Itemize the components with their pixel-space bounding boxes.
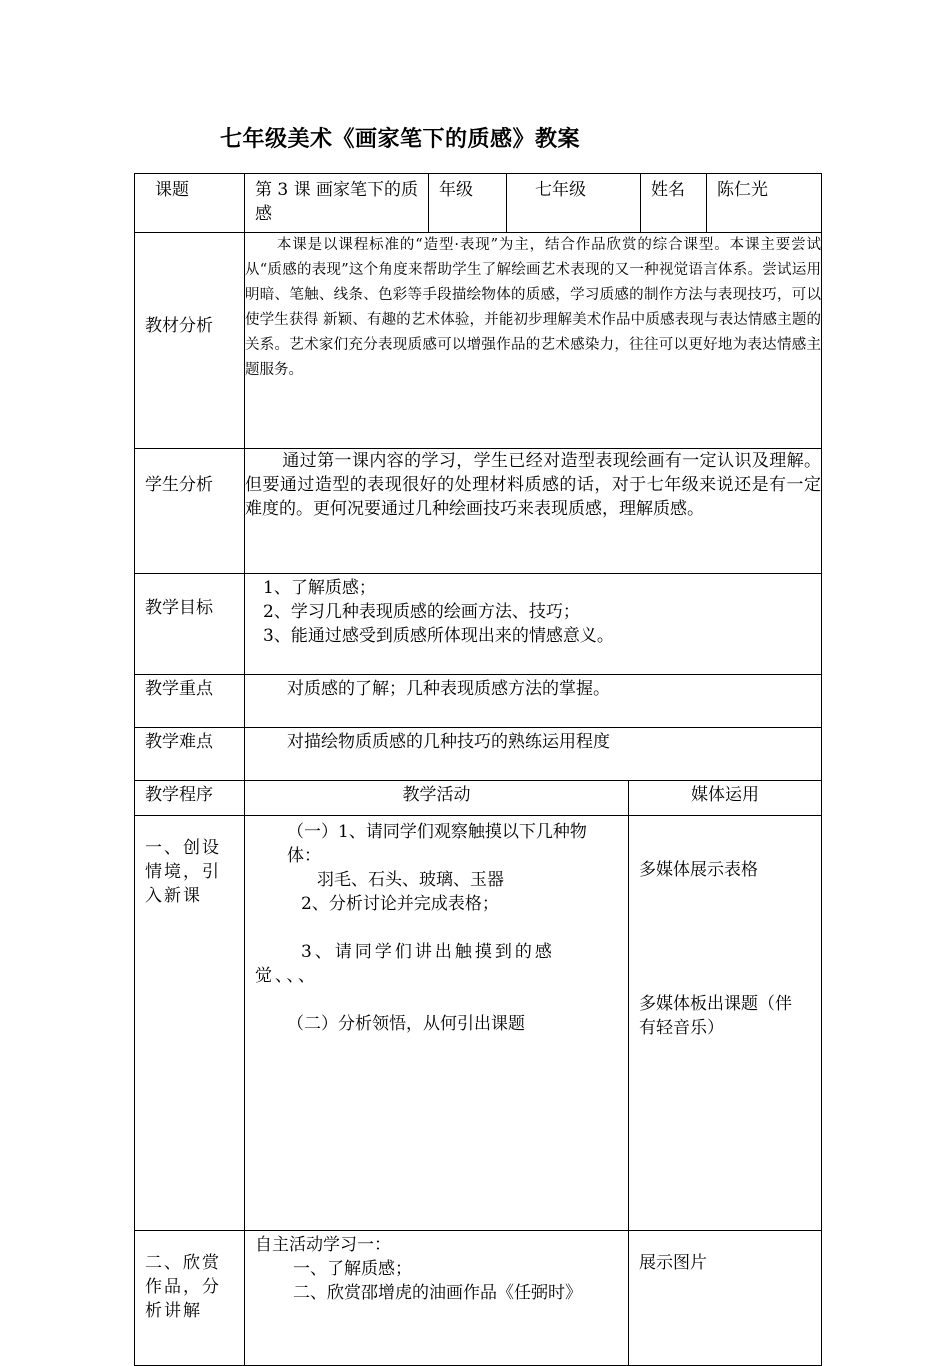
procedure-col3-cell: [629, 781, 822, 816]
student-text-cell: [245, 449, 822, 574]
step2-label: 二、欣赏作品，分析讲解: [145, 1253, 221, 1321]
grade-label: 年级: [439, 180, 473, 200]
step1-activity-cell: [245, 816, 629, 1231]
step2-row: [135, 1231, 822, 1366]
procedure-col2-cell: [245, 781, 629, 816]
step1-line2: 羽毛、石头、玻璃、玉器: [317, 870, 504, 890]
step2-media-cell: [629, 1231, 822, 1366]
step2-media1: 展示图片: [639, 1253, 707, 1273]
step1-media1: 多媒体展示表格: [639, 860, 758, 880]
difficulty-row: [135, 728, 822, 781]
name-value-cell: [707, 174, 822, 233]
procedure-col1: 教学程序: [145, 785, 213, 805]
material-text: 本课是以课程标准的“造型·表现”为主，结合作品欣赏的综合课型。本课主要尝试从“质感的表现”这个角度来帮助学生了解绘画艺术表现的又一种视觉语言体系。尝试运用明暗、笔触、线条、色彩等手段描绘物体的质感，学习质感的制作方法与表现技巧，可以使学生获得 新颖、有趣的艺术体验，并能初步理解美术作品中质感表现与表达情感主题的关系。艺术家们充分表现质感可以增强作品的艺术感染力，往往可以更好地为表达情感主题服务。: [245, 237, 821, 378]
difficulty-text-cell: [245, 728, 822, 781]
step1-label-cell: [135, 816, 245, 1231]
material-row: [135, 233, 822, 449]
grade-value: 七年级: [535, 180, 586, 200]
difficulty-label-cell: [135, 728, 245, 781]
goals-label: 教学目标: [145, 598, 213, 618]
material-label: 教材分析: [145, 315, 213, 336]
step1-line3: 2、分析讨论并完成表格；: [301, 894, 499, 914]
topic-label: 课题: [155, 180, 189, 200]
step1-line4: 3、请同学们讲出触摸到的感觉、、、: [255, 942, 555, 986]
goal-item-1: 1、了解质感；: [263, 578, 376, 598]
lesson-plan-table: [134, 173, 822, 1366]
difficulty-label: 教学难点: [145, 732, 213, 752]
step1-row: [135, 816, 822, 1231]
step2-line2: 一、了解质感；: [293, 1259, 412, 1279]
grade-label-cell: [429, 174, 507, 233]
procedure-col2: 教学活动: [402, 785, 471, 805]
step2-label-cell: [135, 1231, 245, 1366]
step2-line3: 二、欣赏邵增虎的油画作品《任弼时》: [293, 1283, 582, 1303]
focus-row: [135, 675, 822, 728]
name-label-cell: [641, 174, 707, 233]
student-label: 学生分析: [145, 475, 213, 495]
student-label-cell: [135, 449, 245, 574]
step2-line1: 自主活动学习一：: [255, 1235, 391, 1255]
procedure-col3: 媒体运用: [691, 785, 759, 805]
step1-line1: （一）1、请同学们观察触摸以下几种物体：: [287, 822, 587, 866]
focus-text: 对质感的了解；几种表现质感方法的掌握。: [287, 679, 610, 699]
header-row: [135, 174, 822, 233]
topic-value: 第 3 课 画家笔下的质感: [255, 180, 419, 224]
name-value: 陈仁光: [717, 180, 768, 200]
topic-value-cell: [245, 174, 429, 233]
goal-item-2: 2、学习几种表现质感的绘画方法、技巧；: [263, 602, 580, 622]
step1-line5: （二）分析领悟，从何引出课题: [287, 1014, 525, 1034]
focus-text-cell: [245, 675, 822, 728]
goals-label-cell: [135, 574, 245, 675]
goals-row: [135, 574, 822, 675]
focus-label: 教学重点: [145, 679, 213, 699]
grade-value-cell: [507, 174, 641, 233]
focus-label-cell: [135, 675, 245, 728]
step1-media-cell: [629, 816, 822, 1231]
material-text-cell: [245, 233, 822, 449]
difficulty-text: 对描绘物质质感的几种技巧的熟练运用程度: [287, 732, 610, 752]
document-title: 七年级美术《画家笔下的质感》教案: [220, 126, 581, 152]
goal-item-3: 3、能通过感受到质感所体现出来的情感意义。: [263, 626, 614, 646]
student-text: 通过第一课内容的学习，学生已经对造型表现绘画有一定认识及理解。但要通过造型的表现很好的处理材料质感的话，对于七年级来说还是有一定难度的。更何况要通过几种绘画技巧来表现质感，理解质感。: [245, 451, 821, 519]
procedure-col1-cell: [135, 781, 245, 816]
material-label-cell: [135, 233, 245, 449]
procedure-header-row: [135, 781, 822, 816]
step2-activity-cell: [245, 1231, 629, 1366]
goals-list-cell: [245, 574, 822, 675]
step1-label: 一、创设情境，引入新课: [145, 838, 221, 906]
name-label: 姓名: [651, 180, 685, 200]
student-row: [135, 449, 822, 574]
step1-media2: 多媒体板出课题（伴有轻音乐）: [639, 994, 792, 1038]
